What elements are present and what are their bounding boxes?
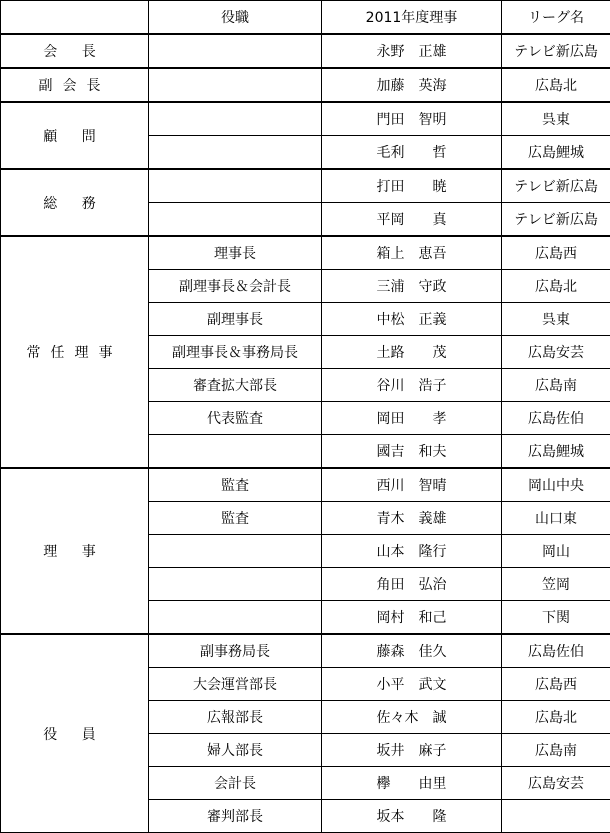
position-cell — [149, 435, 322, 469]
position-cell: 代表監査 — [149, 402, 322, 435]
league-cell: 笠岡 — [502, 568, 610, 601]
league-cell: 広島鯉城 — [502, 136, 610, 170]
category-label: 常任理事 — [27, 345, 123, 361]
category-cell — [1, 102, 149, 169]
position-cell: 副理事長＆会計長 — [149, 270, 322, 303]
table-row — [1, 34, 610, 68]
director-name-cell: 欅 由里 — [322, 767, 502, 800]
position-cell: 婦人部長 — [149, 734, 322, 767]
category-label: 役 員 — [43, 727, 105, 743]
director-name-cell: 永野 正雄 — [322, 34, 502, 68]
header-position: 役職 — [149, 1, 322, 35]
category-label: 理 事 — [43, 544, 105, 560]
position-cell: 広報部長 — [149, 701, 322, 734]
table-row — [1, 236, 610, 270]
position-cell: 審判部長 — [149, 800, 322, 833]
director-name-cell: 岡田 孝 — [322, 402, 502, 435]
header-row — [1, 1, 610, 35]
league-cell: 呉東 — [502, 102, 610, 136]
league-cell: 広島佐伯 — [502, 634, 610, 668]
league-cell: テレビ新広島 — [502, 203, 610, 237]
position-cell: 副事務局長 — [149, 634, 322, 668]
header-league: リーグ名 — [502, 1, 610, 35]
position-cell: 副理事長＆事務局長 — [149, 336, 322, 369]
league-cell: 広島南 — [502, 734, 610, 767]
position-cell: 監査 — [149, 502, 322, 535]
category-cell — [1, 34, 149, 68]
director-name-cell: 西川 智晴 — [322, 468, 502, 502]
director-name-cell: 青木 義雄 — [322, 502, 502, 535]
header-director: 2011年度理事 — [322, 1, 502, 35]
position-cell — [149, 568, 322, 601]
table-body — [1, 34, 610, 833]
director-name-cell: 箱上 恵吾 — [322, 236, 502, 270]
league-cell — [502, 800, 610, 833]
position-cell: 副理事長 — [149, 303, 322, 336]
position-cell — [149, 203, 322, 237]
table-row — [1, 468, 610, 502]
director-name-cell: 藤森 佳久 — [322, 634, 502, 668]
league-cell: 岡山中央 — [502, 468, 610, 502]
table-row — [1, 169, 610, 203]
category-label: 総 務 — [43, 196, 105, 212]
league-cell: 広島安芸 — [502, 336, 610, 369]
director-name-cell: 打田 暁 — [322, 169, 502, 203]
position-cell — [149, 34, 322, 68]
category-label: 会 長 — [43, 44, 105, 60]
league-cell: 広島西 — [502, 236, 610, 270]
league-cell: 下関 — [502, 601, 610, 635]
category-cell — [1, 68, 149, 102]
table-row — [1, 102, 610, 136]
table-row — [1, 634, 610, 668]
category-cell — [1, 634, 149, 833]
director-name-cell: 坂井 麻子 — [322, 734, 502, 767]
director-name-cell: 小平 武文 — [322, 668, 502, 701]
table-row — [1, 68, 610, 102]
position-cell: 大会運営部長 — [149, 668, 322, 701]
position-cell: 理事長 — [149, 236, 322, 270]
league-cell: 広島北 — [502, 68, 610, 102]
position-cell: 会計長 — [149, 767, 322, 800]
director-name-cell: 門田 智明 — [322, 102, 502, 136]
league-cell: 広島佐伯 — [502, 402, 610, 435]
director-name-cell: 土路 茂 — [322, 336, 502, 369]
position-cell: 監査 — [149, 468, 322, 502]
category-cell — [1, 468, 149, 634]
league-cell: 広島安芸 — [502, 767, 610, 800]
league-cell: 広島北 — [502, 701, 610, 734]
director-name-cell: 中松 正義 — [322, 303, 502, 336]
position-cell — [149, 601, 322, 635]
director-name-cell: 加藤 英海 — [322, 68, 502, 102]
position-cell — [149, 136, 322, 170]
director-name-cell: 山本 隆行 — [322, 535, 502, 568]
position-cell — [149, 68, 322, 102]
position-cell — [149, 169, 322, 203]
category-label: 副会長 — [39, 78, 111, 94]
league-cell: 広島鯉城 — [502, 435, 610, 469]
director-name-cell: 角田 弘治 — [322, 568, 502, 601]
director-name-cell: 岡村 和己 — [322, 601, 502, 635]
league-cell: 広島北 — [502, 270, 610, 303]
position-cell: 審査拡大部長 — [149, 369, 322, 402]
league-cell: 山口東 — [502, 502, 610, 535]
director-name-cell: 三浦 守政 — [322, 270, 502, 303]
director-name-cell: 平岡 真 — [322, 203, 502, 237]
header-category — [1, 1, 149, 35]
director-name-cell: 國吉 和夫 — [322, 435, 502, 469]
director-name-cell: 坂本 隆 — [322, 800, 502, 833]
director-name-cell: 谷川 浩子 — [322, 369, 502, 402]
league-cell: 呉東 — [502, 303, 610, 336]
league-cell: テレビ新広島 — [502, 169, 610, 203]
league-cell: 岡山 — [502, 535, 610, 568]
director-name-cell: 毛利 哲 — [322, 136, 502, 170]
position-cell — [149, 102, 322, 136]
director-name-cell: 佐々木 誠 — [322, 701, 502, 734]
category-cell — [1, 169, 149, 236]
category-cell — [1, 236, 149, 468]
category-label: 顧 問 — [43, 129, 105, 145]
league-cell: 広島南 — [502, 369, 610, 402]
league-cell: テレビ新広島 — [502, 34, 610, 68]
league-cell: 広島西 — [502, 668, 610, 701]
position-cell — [149, 535, 322, 568]
